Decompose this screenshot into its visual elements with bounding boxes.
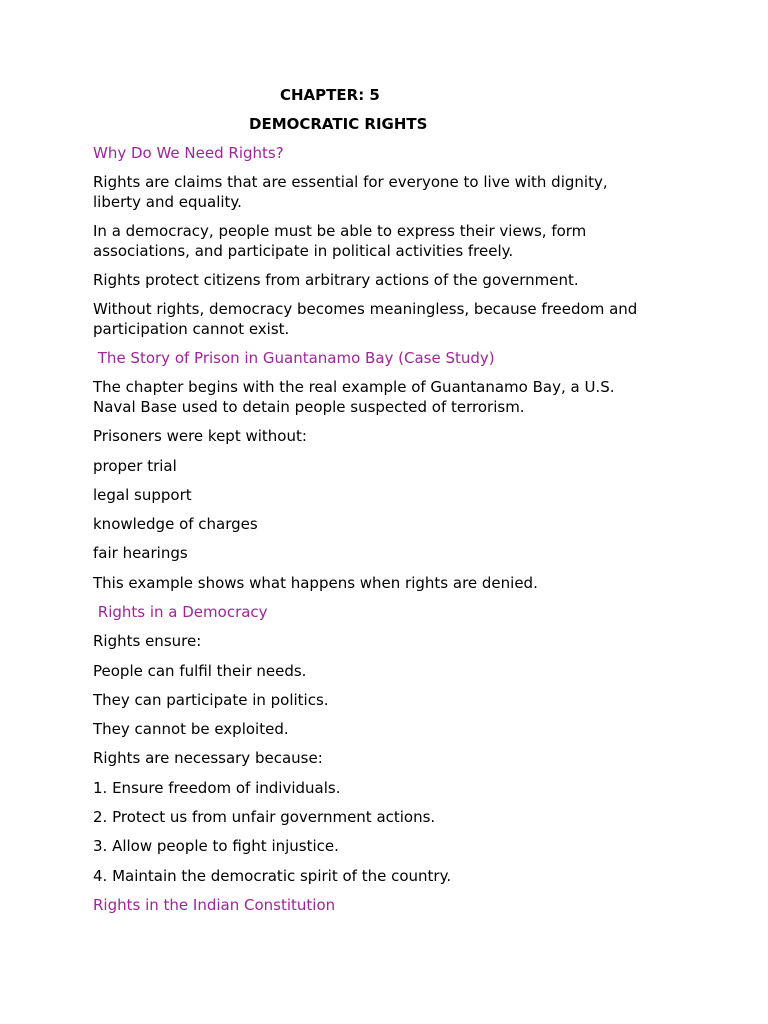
section-heading-rights-democracy: Rights in a Democracy — [93, 603, 268, 621]
paragraph-line: Naval Base used to detain people suspected of terrorism. — [93, 398, 525, 416]
numbered-item: 4. Maintain the democratic spirit of the country. — [93, 867, 452, 885]
chapter-label: CHAPTER: 5 — [280, 86, 380, 104]
list-item: They can participate in politics. — [93, 691, 329, 709]
section-heading-why-rights: Why Do We Need Rights? — [93, 144, 284, 162]
paragraph-line: The chapter begins with the real example of Guantanamo Bay, a U.S. — [93, 378, 615, 396]
paragraph-line: Without rights, democracy becomes meaningless, because freedom and — [93, 300, 638, 318]
paragraph-line: Rights ensure: — [93, 632, 202, 650]
list-item: knowledge of charges — [93, 515, 258, 533]
list-item: fair hearings — [93, 544, 188, 562]
paragraph-line: Rights are claims that are essential for everyone to live with dignity, — [93, 173, 608, 191]
paragraph-line: participation cannot exist. — [93, 320, 290, 338]
list-item: proper trial — [93, 457, 177, 475]
list-item: People can fulfil their needs. — [93, 662, 307, 680]
paragraph-line: liberty and equality. — [93, 193, 242, 211]
list-item: They cannot be exploited. — [93, 720, 289, 738]
paragraph-line: Rights protect citizens from arbitrary actions of the government. — [93, 271, 579, 289]
numbered-item: 3. Allow people to fight injustice. — [93, 837, 339, 855]
list-item: legal support — [93, 486, 192, 504]
paragraph-line: associations, and participate in political activities freely. — [93, 242, 514, 260]
numbered-item: 1. Ensure freedom of individuals. — [93, 779, 341, 797]
chapter-title: DEMOCRATIC RIGHTS — [249, 115, 428, 133]
section-heading-indian-constitution: Rights in the Indian Constitution — [93, 896, 336, 914]
paragraph-line: In a democracy, people must be able to express their views, form — [93, 222, 587, 240]
section-heading-guantanamo: The Story of Prison in Guantanamo Bay (Case Study) — [93, 349, 495, 367]
paragraph-line: Rights are necessary because: — [93, 749, 323, 767]
paragraph-line: Prisoners were kept without: — [93, 427, 307, 445]
paragraph-line: This example shows what happens when rights are denied. — [93, 574, 538, 592]
numbered-item: 2. Protect us from unfair government actions. — [93, 808, 436, 826]
